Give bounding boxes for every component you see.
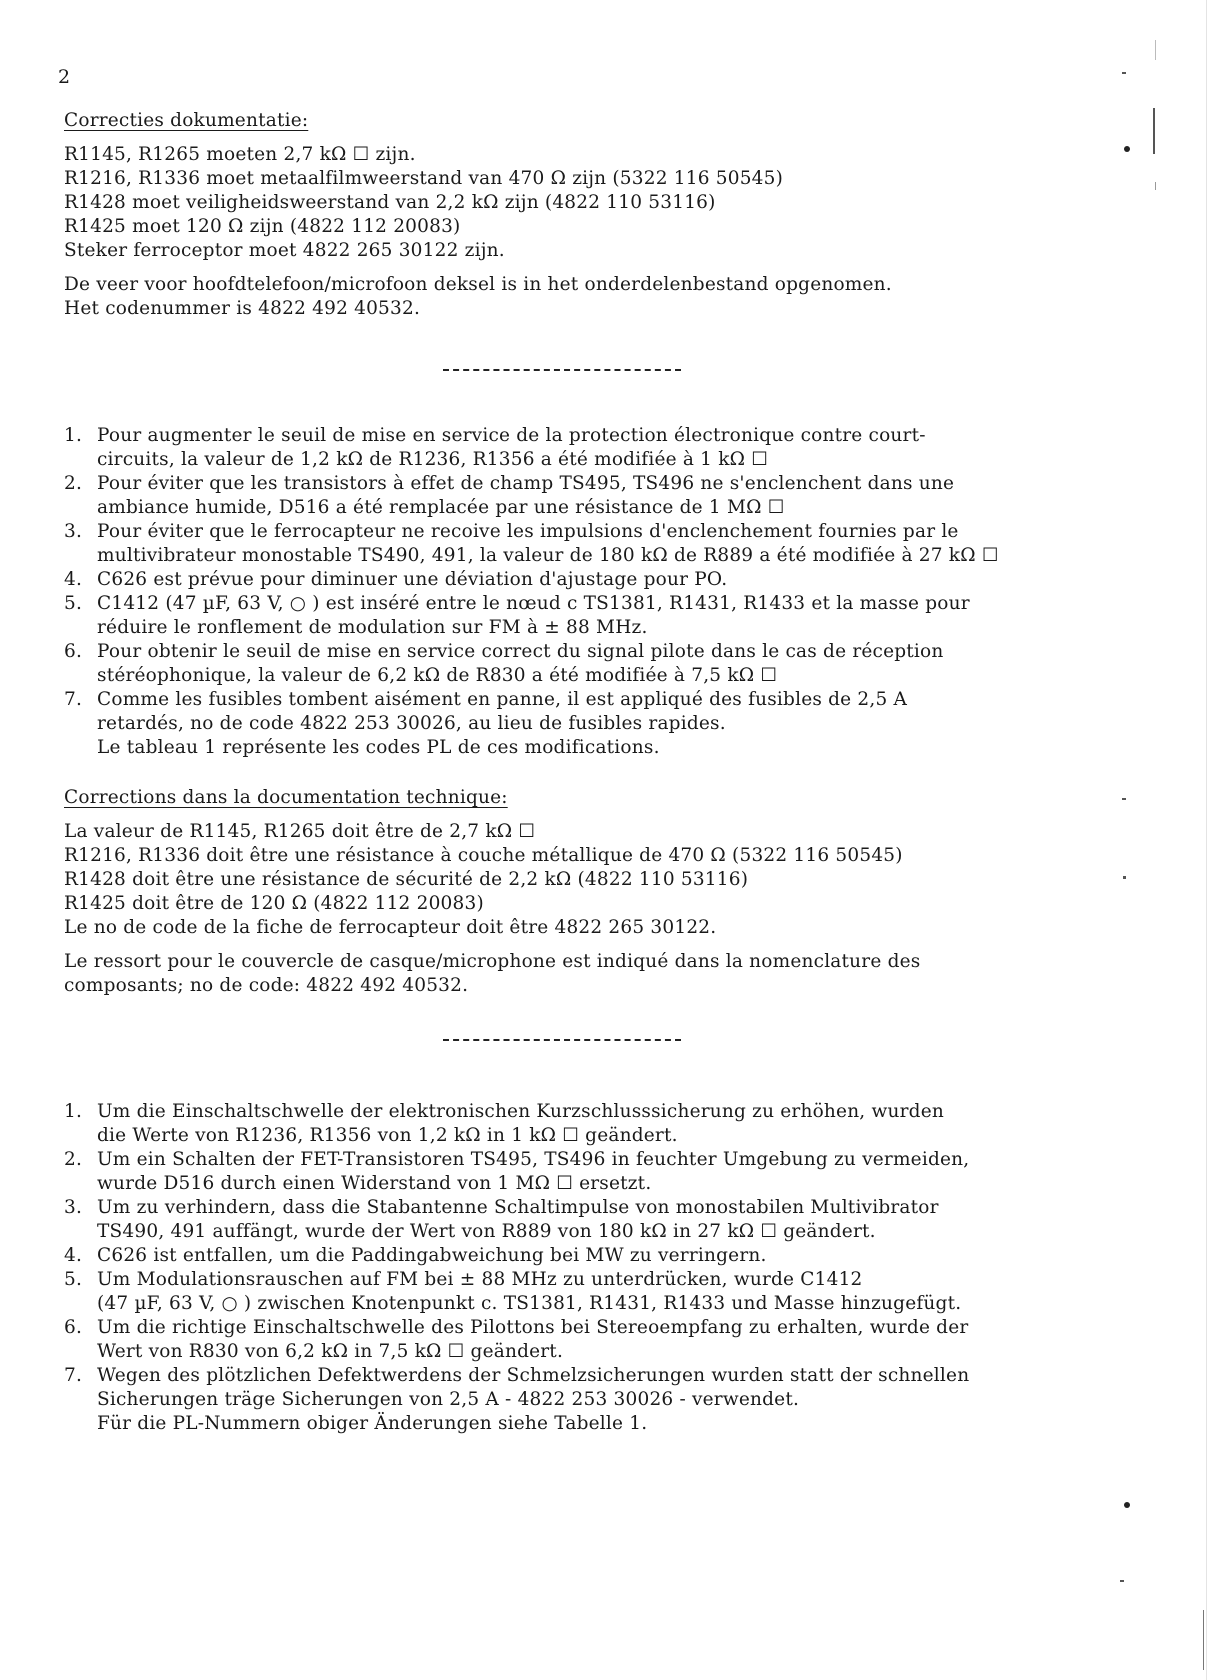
dutch-line: R1425 moet 120 Ω zijn (4822 112 20083): [64, 216, 461, 237]
item-line: Um ein Schalten der FET-Transistoren TS495, TS496 in feuchter Umgebung zu vermeiden,: [97, 1149, 970, 1170]
section-divider: [443, 1039, 681, 1041]
item-number: 2.: [64, 1149, 83, 1170]
item-line: Pour augmenter le seuil de mise en service de la protection électronique contre court-: [97, 425, 926, 446]
list-item: [64, 1244, 1074, 1268]
item-line: Um Modulationsrauschen auf FM bei ± 88 MHz zu unterdrücken, wurde C1412: [97, 1269, 863, 1290]
french-note-line: composants; no de code: 4822 492 40532.: [64, 975, 469, 996]
item-number: 5.: [64, 1269, 83, 1290]
item-line: multivibrateur monostable TS490, 491, la valeur de 180 kΩ de R889 a été modifiée à 27 kΩ ☐: [97, 545, 999, 566]
scan-edge-line: [1206, 0, 1207, 1680]
list-item: [64, 424, 1074, 472]
item-number: 3.: [64, 1197, 83, 1218]
item-line: wurde D516 durch einen Widerstand von 1 MΩ ☐ ersetzt.: [97, 1173, 652, 1194]
item-line: Wegen des plötzlichen Defektwerdens der Schmelzsicherungen wurden statt der schnellen: [97, 1365, 970, 1386]
list-item: [64, 1196, 1074, 1244]
scan-margin-mark: [1122, 72, 1126, 74]
item-line: réduire le ronflement de modulation sur FM à ± 88 MHz.: [97, 617, 648, 638]
item-line: C626 est prévue pour diminuer une déviation d'ajustage pour PO.: [97, 569, 728, 590]
scan-margin-mark: [1122, 798, 1126, 800]
scan-margin-mark: [1153, 108, 1155, 154]
dutch-note-line: Het codenummer is 4822 492 40532.: [64, 298, 421, 319]
item-line: Le tableau 1 représente les codes PL de ces modifications.: [97, 737, 660, 758]
item-line: TS490, 491 auffängt, wurde der Wert von R889 von 180 kΩ in 27 kΩ ☐ geändert.: [97, 1221, 876, 1242]
item-line: Comme les fusibles tombent aisément en panne, il est appliqué des fusibles de 2,5 A: [97, 689, 908, 710]
item-number: 1.: [64, 425, 83, 446]
item-line: Pour obtenir le seuil de mise en service correct du signal pilote dans le cas de réception: [97, 641, 944, 662]
item-number: 4.: [64, 1245, 83, 1266]
scan-margin-mark: [1120, 1580, 1124, 1582]
item-line: C1412 (47 µF, 63 V, ○ ) est inséré entre le nœud c TS1381, R1431, R1433 et la masse pour: [97, 593, 970, 614]
french-line: La valeur de R1145, R1265 doit être de 2,7 kΩ ☐: [64, 821, 536, 842]
item-number: 6.: [64, 641, 83, 662]
list-item: [64, 640, 1074, 688]
scan-margin-mark: [1203, 1610, 1204, 1670]
item-line: die Werte von R1236, R1356 von 1,2 kΩ in 1 kΩ ☐ geändert.: [97, 1125, 678, 1146]
list-item: [64, 520, 1074, 568]
list-item: [64, 1364, 1074, 1436]
punch-dot: [1124, 1502, 1130, 1508]
dutch-line: Steker ferroceptor moet 4822 265 30122 zijn.: [64, 240, 505, 261]
item-line: circuits, la valeur de 1,2 kΩ de R1236, R1356 a été modifiée à 1 kΩ ☐: [97, 449, 769, 470]
item-number: 7.: [64, 1365, 83, 1386]
scan-margin-mark: [1155, 40, 1156, 60]
item-number: 5.: [64, 593, 83, 614]
list-item: [64, 592, 1074, 640]
item-line: C626 ist entfallen, um die Paddingabweichung bei MW zu verringern.: [97, 1245, 767, 1266]
french-heading: Corrections dans la documentation technique:: [64, 787, 508, 808]
dutch-corrections-section: [64, 109, 1074, 321]
page-number: 2: [58, 66, 71, 88]
french-note-line: Le ressort pour le couvercle de casque/microphone est indiqué dans la nomenclature des: [64, 951, 921, 972]
item-line: Pour éviter que les transistors à effet de champ TS495, TS496 ne s'enclenchent dans une: [97, 473, 955, 494]
list-item: [64, 688, 1074, 760]
french-line: R1425 doit être de 120 Ω (4822 112 20083): [64, 893, 484, 914]
item-line: Um die Einschaltschwelle der elektronischen Kurzschlusssicherung zu erhöhen, wurden: [97, 1101, 944, 1122]
item-line: ambiance humide, D516 a été remplacée par une résistance de 1 MΩ ☐: [97, 497, 785, 518]
section-divider: [443, 369, 681, 371]
item-line: (47 µF, 63 V, ○ ) zwischen Knotenpunkt c. TS1381, R1431, R1433 und Masse hinzugefügt.: [97, 1293, 962, 1314]
item-line: Sicherungen träge Sicherungen von 2,5 A - 4822 253 30026 - verwendet.: [97, 1389, 800, 1410]
item-line: Wert von R830 von 6,2 kΩ in 7,5 kΩ ☐ geändert.: [97, 1341, 564, 1362]
list-item: [64, 472, 1074, 520]
dutch-note-line: De veer voor hoofdtelefoon/microfoon deksel is in het onderdelenbestand opgenomen.: [64, 274, 892, 295]
item-line: Pour éviter que le ferrocapteur ne recoive les impulsions d'enclenchement fournies par le: [97, 521, 959, 542]
item-number: 4.: [64, 569, 83, 590]
item-number: 3.: [64, 521, 83, 542]
list-item: [64, 1268, 1074, 1316]
item-number: 7.: [64, 689, 83, 710]
dutch-line: R1428 moet veiligheidsweerstand van 2,2 kΩ zijn (4822 110 53116): [64, 192, 716, 213]
french-line: R1428 doit être une résistance de sécurité de 2,2 kΩ (4822 110 53116): [64, 869, 749, 890]
list-item: [64, 568, 1074, 592]
item-line: stéréophonique, la valeur de 6,2 kΩ de R830 a été modifiée à 7,5 kΩ ☐: [97, 665, 778, 686]
item-line: retardés, no de code 4822 253 30026, au lieu de fusibles rapides.: [97, 713, 726, 734]
german-changes-list: [64, 1100, 1074, 1436]
french-corrections-section: [64, 786, 1074, 998]
item-line: Für die PL-Nummern obiger Änderungen siehe Tabelle 1.: [97, 1413, 648, 1434]
list-item: [64, 1316, 1074, 1364]
list-item: [64, 1100, 1074, 1148]
dutch-line: R1145, R1265 moeten 2,7 kΩ ☐ zijn.: [64, 144, 416, 165]
list-item: [64, 1148, 1074, 1196]
item-number: 6.: [64, 1317, 83, 1338]
scan-margin-mark: [1155, 182, 1156, 190]
item-line: Um die richtige Einschaltschwelle des Pilottons bei Stereoempfang zu erhalten, wurde der: [97, 1317, 969, 1338]
item-number: 1.: [64, 1101, 83, 1122]
item-line: Um zu verhindern, dass die Stabantenne Schaltimpulse von monostabilen Multivibrator: [97, 1197, 939, 1218]
scan-margin-mark: [1123, 876, 1126, 879]
french-line: Le no de code de la fiche de ferrocapteur doit être 4822 265 30122.: [64, 917, 717, 938]
punch-dot: [1124, 146, 1130, 152]
french-line: R1216, R1336 doit être une résistance à couche métallique de 470 Ω (5322 116 50545): [64, 845, 903, 866]
item-number: 2.: [64, 473, 83, 494]
dutch-line: R1216, R1336 moet metaalfilmweerstand van 470 Ω zijn (5322 116 50545): [64, 168, 784, 189]
french-changes-list: [64, 424, 1074, 760]
dutch-heading: Correcties dokumentatie:: [64, 110, 309, 131]
